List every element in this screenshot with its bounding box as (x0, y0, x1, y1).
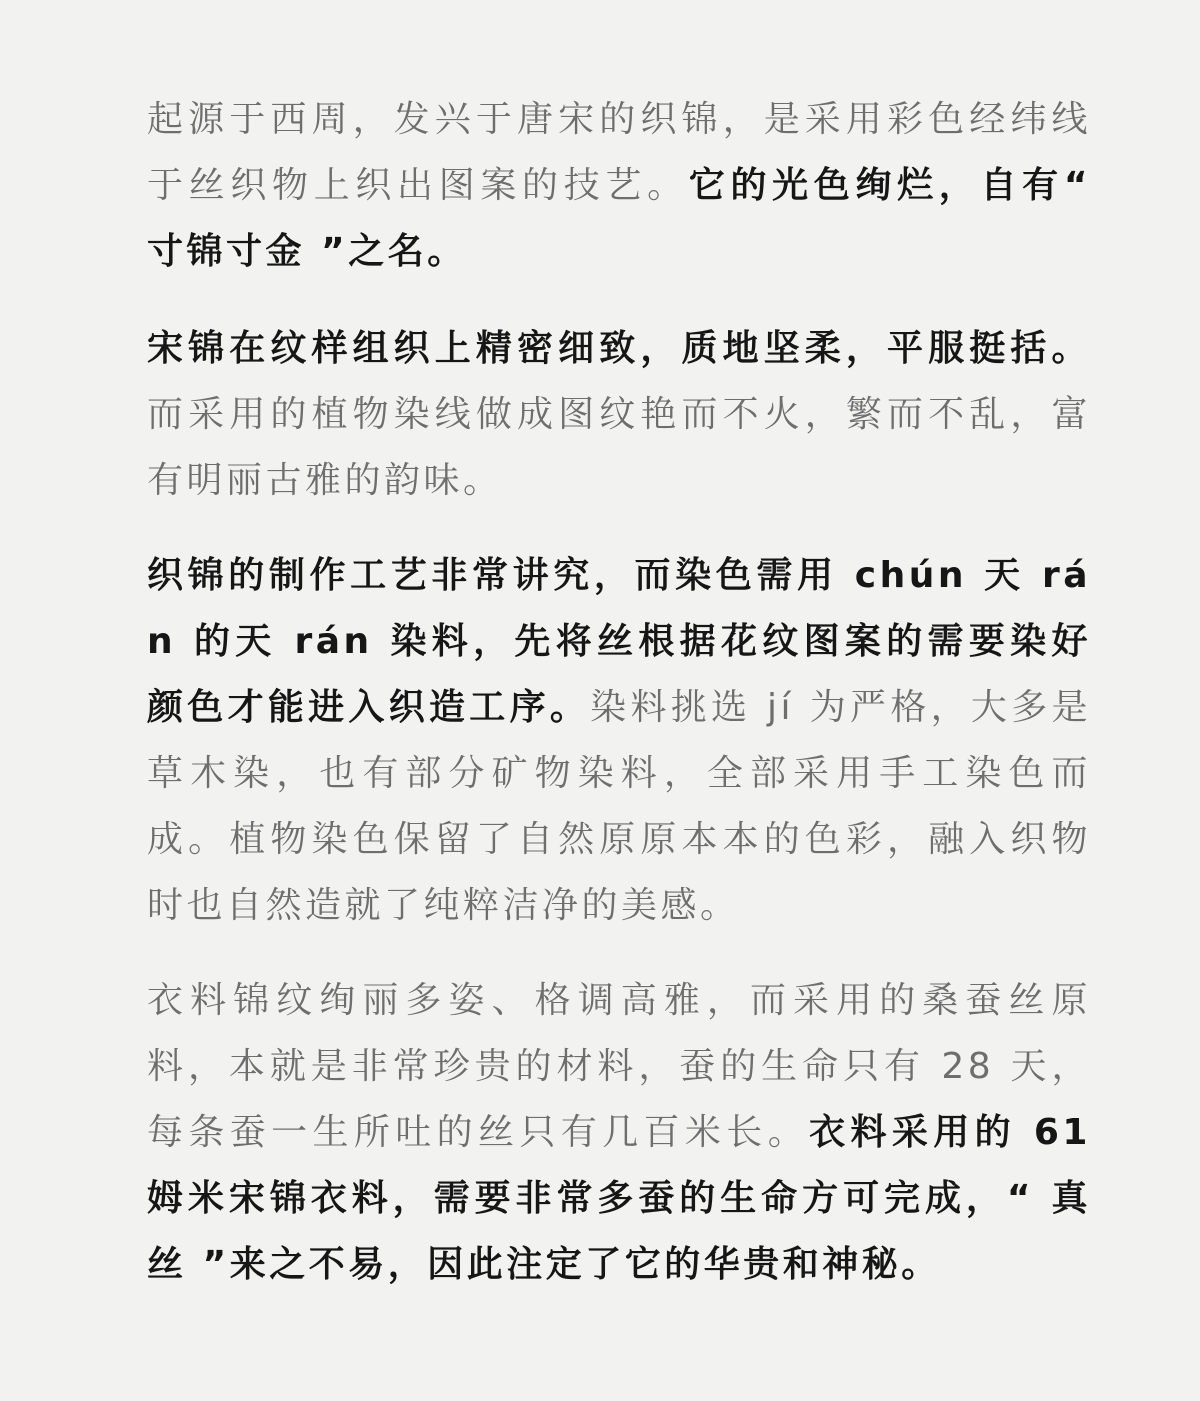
paragraph-craft (147, 543, 1091, 939)
text-segment: 起源于西周，发兴于唐宋的织锦，是采用彩色经纬线于丝织物上织出图案的技艺。 (147, 99, 1091, 206)
paragraph-song-brocade (147, 316, 1091, 514)
text-segment-emphasis: 衣料采用的 61 姆米宋锦衣料，需要非常多蚕的生命方可完成，“ 真丝 ”来之不易，因此注定了它的华贵和神秘。 (147, 1112, 1091, 1285)
paragraph-silk (147, 968, 1091, 1298)
text-segment-emphasis: 宋锦在纹样组织上精密细致，质地坚柔，平服挺括。 (147, 328, 1091, 369)
text-segment: 染料挑选 jí 为严格，大多是草木染，也有部分矿物染料，全部采用手工染色而成。植物染色保留了自然原原本本的色彩，融入织物时也自然造就了纯粹洁净的美感。 (147, 687, 1091, 926)
text-segment-emphasis: 织锦的制作工艺非常讲究，而染色需用 chún 天 rán 的天 rán 染料，先将丝根据花纹图案的需要染好颜色才能进入织造工序。 (147, 555, 1091, 728)
text-segment: 而采用的植物染线做成图纹艳而不火，繁而不乱，富有明丽古雅的韵味。 (147, 394, 1091, 501)
text-segment: 衣料锦纹绚丽多姿、格调高雅，而采用的桑蚕丝原料，本就是非常珍贵的材料，蚕的生命只有 28 天，每条蚕一生所吐的丝只有几百米长。 (147, 980, 1091, 1153)
text-segment-emphasis: 它的光色绚烂，自有“ 寸锦寸金 ”之名。 (147, 165, 1091, 272)
paragraph-origin (147, 87, 1091, 285)
